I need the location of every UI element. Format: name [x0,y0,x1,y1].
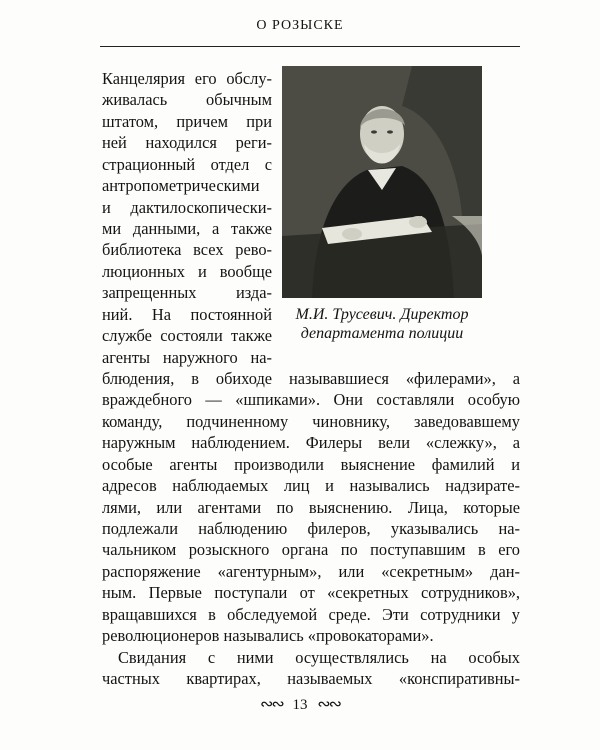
text-line: ней находился реги- [102,133,272,153]
caption-line-1: М.И. Трусевич. Директор [295,306,469,323]
text-line: особые агенты производили выяснение фамилий и [102,454,520,474]
text-line: распоряжение «агентурным», или «секретным» дан- [102,561,520,581]
text-line: блюдения, в обиходе называвшиеся «филерами», а [102,369,520,388]
text-line: лями, или агентами по выяснению. Лица, которые [102,497,520,517]
text-line: наружным наблюдением. Филеры вели «слежку», а [102,433,520,453]
text-line: агенты наружного на- [102,347,272,367]
text-line: службе состояли также [102,326,272,346]
text-line: Канцелярия его обслу- [102,69,272,88]
footer-ornament-left: ∾∾ [259,696,283,713]
text-line: вращавшихся в обследуемой среде. Эти сотрудники у [102,604,520,624]
text-line: ний. На постоянной [102,304,272,324]
text-line: подлежали наблюдению филеров, указывались на- [102,519,520,538]
text-line: и дактилоскопически- [102,197,272,217]
running-title: О РОЗЫСКЕ [256,18,344,33]
text-line: ным. Первые поступали от «секретных сотрудников», [102,583,520,603]
page-footer [0,694,600,714]
text-line: штатом, причем при [102,111,272,131]
text-line: частных квартирах, называемых «конспиративны- [102,669,520,688]
text-line: команду, подчиненному чиновнику, заведовавшему [102,411,520,431]
text-line: живалась обычным [102,90,272,110]
text-line: антропометрическими [102,176,260,196]
text-line: запрещенных изда- [102,283,272,303]
page-number: 13 [292,697,308,713]
footer-ornament-right: ∾∾ [317,696,341,713]
text-line: революционеров назывались «провокаторами». [102,626,434,646]
text-line: враждебного — «шпиками». Они составляли особую [102,390,520,410]
text-line: адресов наблюдаемых лиц и назывались надзирате- [102,476,520,496]
header-rule [100,46,520,47]
text-line: библиотека всех рево- [102,240,272,260]
text-line: страционный отдел с [102,154,272,174]
caption-line-2: департамента полиции [300,325,464,342]
text-line: люционных и вообще [102,261,272,281]
text-line: ми данными, а также [102,219,272,238]
text-line: Свидания с ними осуществлялись на особых [118,647,520,667]
portrait-photo [282,66,482,298]
figure-caption [278,305,486,343]
text-line: чальником розыскного органа по поступавшим в его [102,540,520,560]
